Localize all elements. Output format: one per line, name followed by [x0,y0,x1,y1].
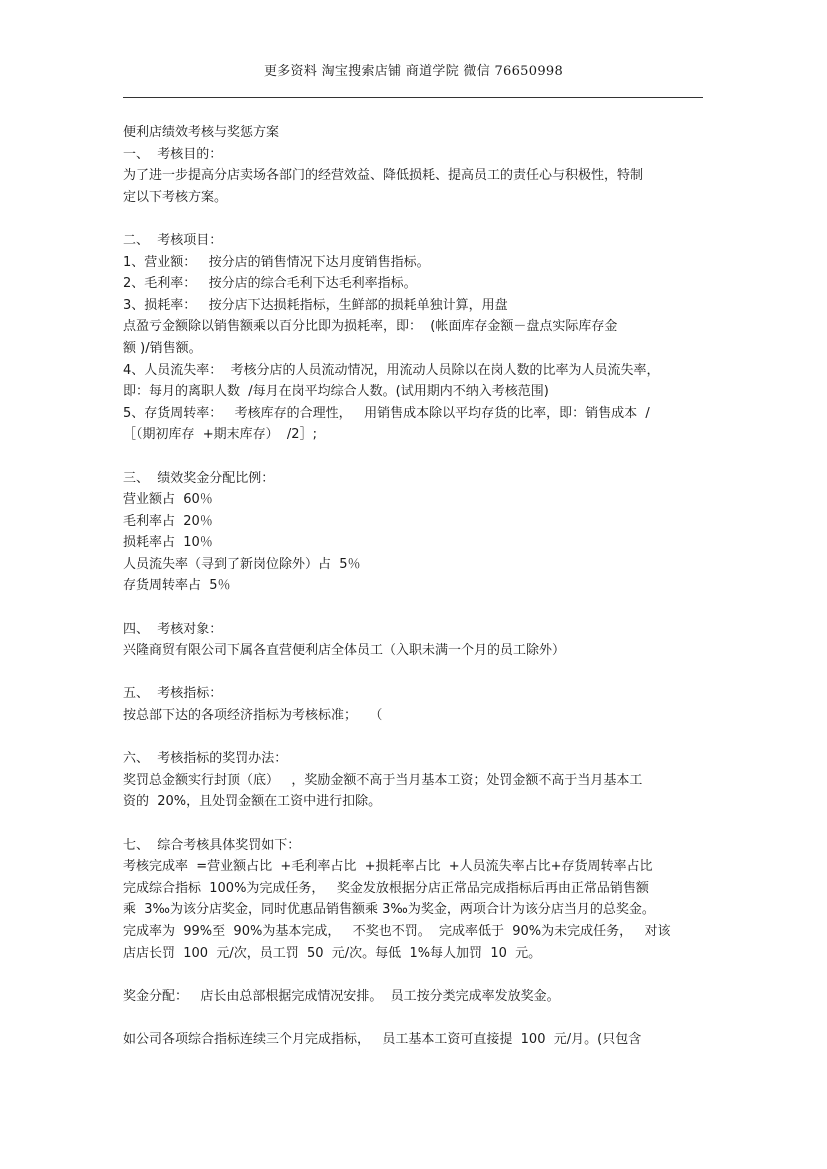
text-line: 六、 考核指标的奖罚办法： [123,751,288,767]
blank-line [123,662,708,684]
blank-line [123,727,708,749]
text-line: 二、 考核项目： [123,232,223,248]
text-line: 完成综合指标 100%为完成任务， 奖金发放根据分店正常品完成指标后再由正常品销售额 [123,880,649,896]
text-line: 奖金分配： 店长由总部根据完成情况安排。 员工按分类完成率发放奖金。 [123,988,560,1004]
blank-line [123,1007,708,1029]
page-header: 更多资料 淘宝搜索店铺 商道学院 微信 76650998 [263,64,564,79]
document-body [123,122,708,1051]
document-lines [123,144,708,1051]
text-line: 2、毛利率： 按分店的综合毛利下达毛利率指标。 [123,276,417,292]
header-divider [123,97,703,98]
text-line: 5、存货周转率： 考核库存的合理性， 用销售成本除以平均存货的比率，即：销售成本 / [123,405,650,421]
text-line: 即：每月的离职人数 /每月在岗平均综合人数。(试用期内不纳入考核范围) [123,384,549,400]
text-line: 1、营业额： 按分店的销售情况下达月度销售指标。 [123,254,430,270]
text-line: 定以下考核方案。 [123,189,228,205]
text-line: 奖罚总金额实行封顶（底） ，奖励金额不高于当月基本工资；处罚金额不高于当月基本工 [123,772,643,788]
text-line: 四、 考核对象： [123,621,223,637]
text-line: 存货周转率占 5％ [123,578,231,594]
text-line: 店店长罚 100 元/次，员工罚 50 元/次。每低 1%每人加罚 10 元。 [123,945,542,961]
blank-line [123,208,708,230]
text-line: 4、人员流失率： 考核分店的人员流动情况，用流动人员除以在岗人数的比率为人员流失率， [123,362,660,378]
blank-line [123,813,708,835]
text-line: 点盈亏金额除以销售额乘以百分比即为损耗率，即： (帐面库存金额－盘点实际库存金 [123,319,618,335]
text-line: 营业额占 60％ [123,492,213,508]
text-line: 3、损耗率： 按分店下达损耗指标，生鲜部的损耗单独计算，用盘 [123,297,508,313]
text-line: 五、 考核指标： [123,686,223,702]
text-line: 考核完成率 =营业额占比 +毛利率占比 +损耗率占比 +人员流失率占比+存货周转率占比 [123,859,653,875]
text-line: 损耗率占 10％ [123,535,213,551]
text-line: 按总部下达的各项经济指标为考核标准； （ [123,708,383,724]
blank-line [123,446,708,468]
document-title: 便利店绩效考核与奖惩方案 [123,125,280,140]
text-line: 额 )/销售额。 [123,340,202,356]
text-line: 人员流失率（寻到了新岗位除外）占 5％ [123,556,361,572]
text-line: 完成率为 99%至 90%为基本完成， 不奖也不罚。 完成率低于 90%为未完成任务， 对该 [123,923,671,939]
text-line: 为了进一步提高分店卖场各部门的经营效益、降低损耗、提高员工的责任心与积极性，特制 [123,168,644,184]
text-line: 三、 绩效奖金分配比例： [123,470,275,486]
blank-line [123,597,708,619]
text-line: 毛利率占 20％ [123,513,213,529]
text-line: 兴隆商贸有限公司下属各直营便利店全体员工（入职未满一个月的员工除外） [123,643,566,659]
blank-line [123,964,708,986]
text-line: 资的 20%，且处罚金额在工资中进行扣除。 [123,794,382,810]
text-line: ［（期初库存 +期末库存） /2］; [123,427,317,443]
text-line: 七、 综合考核具体奖罚如下： [123,837,301,853]
text-line: 一、 考核目的： [123,146,223,162]
text-line: 乘 3‰为该分店奖金，同时优惠品销售额乘 3‰为奖金，两项合计为该分店当月的总奖金。 [123,902,655,918]
text-line: 如公司各项综合指标连续三个月完成指标， 员工基本工资可直接提 100 元/月。(只包含 [123,1031,642,1047]
